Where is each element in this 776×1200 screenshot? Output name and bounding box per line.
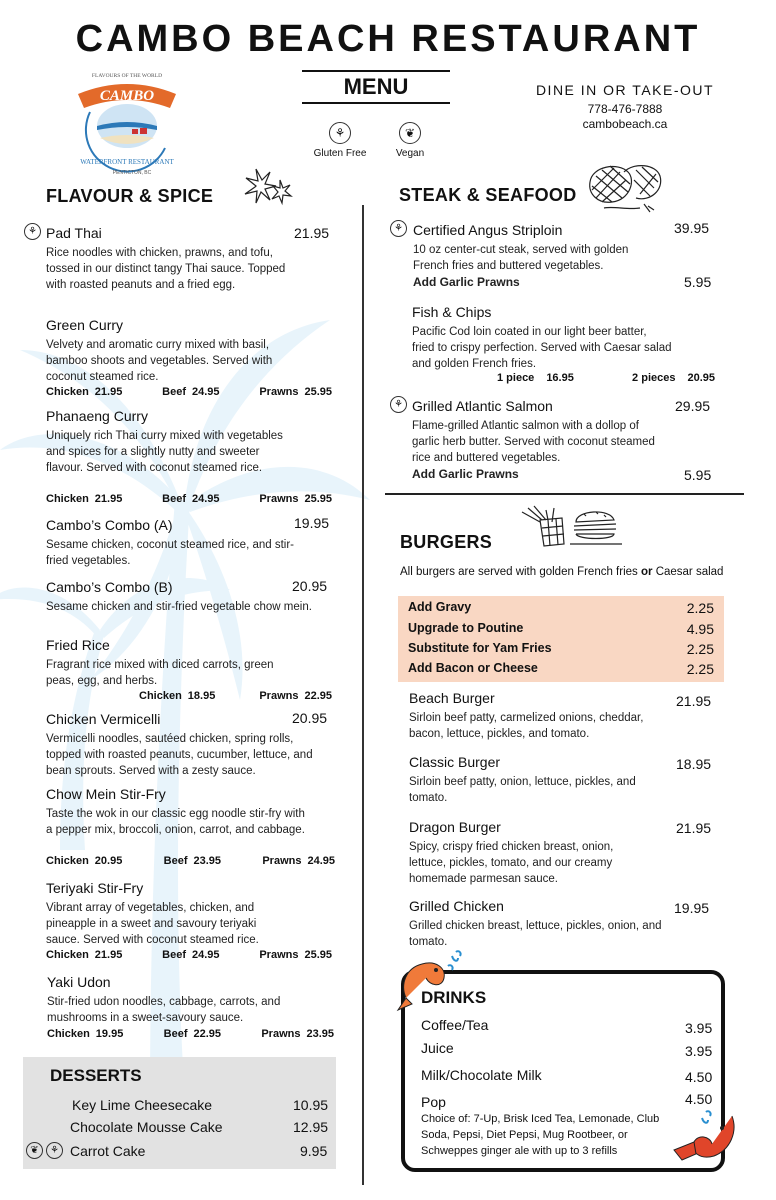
svg-text:WATERFRONT RESTAURANT: WATERFRONT RESTAURANT — [80, 158, 174, 166]
drink-name: Juice — [421, 1040, 454, 1056]
option-beef: Beef 22.95 — [163, 1028, 222, 1040]
vegan-legend — [375, 122, 445, 159]
item-description: Sirloin beef patty, onion, lettuce, pickles, and tomato. — [409, 776, 636, 804]
option-chicken: Chicken 21.95 — [46, 949, 123, 961]
item-price: 19.95 — [674, 900, 710, 916]
addon-row — [408, 661, 714, 675]
item-options — [497, 372, 715, 384]
steak-illustration — [584, 158, 664, 216]
drink-name: Milk/Chocolate Milk — [421, 1067, 542, 1083]
addon-name: Add Bacon or Cheese — [408, 661, 538, 675]
item-price: 20.95 — [292, 578, 328, 594]
item-name: Chicken Vermicelli — [46, 711, 161, 727]
gluten-free-legend — [305, 122, 375, 159]
phone-number: 778-476-7888 — [587, 102, 663, 116]
menu-item — [413, 222, 653, 290]
item-name: Fried Rice — [46, 637, 110, 653]
dessert-price: 12.95 — [293, 1119, 329, 1135]
drink-price: 4.50 — [685, 1069, 713, 1085]
item-name: Teriyaki Stir-Fry — [46, 880, 144, 896]
item-description: Velvety and aromatic curry mixed with basil, bamboo shoots and vegetables. Served with coconut steamed rice. — [46, 339, 273, 383]
addon-price: 5.95 — [684, 467, 712, 483]
item-description: Sesame chicken and stir-fried vegetable chow mein. — [46, 601, 312, 613]
vegan-leaf-icon: ❦ — [26, 1142, 43, 1159]
option-chicken: Chicken 19.95 — [47, 1028, 124, 1040]
item-price: 39.95 — [674, 220, 710, 236]
section-title-drinks: DRINKS — [421, 988, 487, 1007]
koi-fish-icon — [672, 1110, 742, 1172]
addon-name: Upgrade to Poutine — [408, 621, 524, 635]
desserts-box — [23, 1057, 336, 1169]
contact-block — [520, 82, 730, 132]
option-prawns: Prawns 25.95 — [259, 386, 332, 398]
vegan-leaf-icon: ❦ — [399, 122, 421, 144]
item-description: Vibrant array of vegetables, chicken, and pineapple in a sweet and savoury teriyaki sauce. Served with coconut steamed rice. — [46, 902, 259, 946]
item-options — [46, 949, 332, 961]
dessert-name: Chocolate Mousse Cake — [70, 1119, 223, 1135]
item-description: Sirloin beef patty, carmelized onions, cheddar, bacon, lettuce, pickles, and tomato. — [409, 712, 644, 740]
item-description: 10 oz center-cut steak, served with golden French fries and buttered vegetables. — [413, 244, 629, 272]
item-description: Pacific Cod loin coated in our light beer batter, fried to crispy perfection. Served with Caesar salad and golden French fries. — [412, 326, 672, 370]
dessert-name: Carrot Cake — [70, 1143, 146, 1159]
option-beef: Beef 24.95 — [162, 949, 220, 961]
item-options — [47, 1028, 334, 1040]
dessert-name: Key Lime Cheesecake — [72, 1097, 213, 1113]
drink-price: 3.95 — [685, 1020, 713, 1036]
addon-price: 4.95 — [686, 621, 714, 637]
menu-item — [46, 408, 286, 476]
menu-item — [46, 711, 316, 779]
item-name: Yaki Udon — [47, 974, 111, 990]
addon-name: Substitute for Yam Fries — [408, 641, 552, 655]
menu-item — [409, 754, 669, 806]
item-description: Rice noodles with chicken, prawns, and tofu, tossed in our distinct tangy Thai sauce. Topped with roasted peanuts and a fried egg. — [46, 247, 286, 291]
item-description: Uniquely rich Thai curry mixed with vegetables and spices for a slightly nutty and sweeter flavour. Served with coconut steamed rice. — [46, 430, 283, 474]
option-prawns: Prawns 25.95 — [259, 493, 332, 505]
burgers-note — [400, 566, 723, 578]
item-options — [139, 690, 332, 702]
addon-row — [408, 600, 714, 614]
option-beef: Beef 24.95 — [162, 386, 220, 398]
item-price: 19.95 — [294, 515, 330, 531]
dessert-price: 10.95 — [293, 1097, 329, 1113]
gluten-free-icon: ⚘ — [390, 396, 407, 413]
menu-item — [409, 819, 649, 887]
burgers-note-b: Caesar salad — [655, 566, 724, 578]
drink-price: 4.50 — [685, 1091, 713, 1107]
item-price: 21.95 — [676, 820, 712, 836]
section-title-flavour: FLAVOUR & SPICE — [46, 186, 214, 206]
menu-item — [46, 517, 296, 569]
item-name: Classic Burger — [409, 754, 501, 770]
item-name: Green Curry — [46, 317, 124, 333]
item-name: Certified Angus Striploin — [413, 222, 563, 238]
item-name: Cambo’s Combo (A) — [46, 517, 173, 533]
item-description: Fragrant rice mixed with diced carrots, green peas, egg, and herbs. — [46, 659, 274, 687]
item-name: Grilled Atlantic Salmon — [412, 398, 553, 414]
item-description: Flame-grilled Atlantic salmon with a dollop of garlic herb butter. Served with coconut steamed rice and buttered vegetables. — [412, 420, 655, 464]
option-beef: Beef 23.95 — [163, 855, 222, 867]
burgers-note-a: All burgers are served with golden French fries — [400, 566, 638, 578]
drink-name: Coffee/Tea — [421, 1017, 489, 1033]
item-price: 20.95 — [292, 710, 328, 726]
item-description: Sesame chicken, coconut steamed rice, and stir-fried vegetables. — [46, 539, 295, 567]
item-price: 18.95 — [676, 756, 712, 772]
option-chicken: Chicken 21.95 — [46, 386, 123, 398]
option-2-pieces: 2 pieces 20.95 — [632, 372, 715, 384]
item-name: Cambo’s Combo (B) — [46, 579, 173, 595]
burger-addons-box — [398, 596, 724, 682]
item-description: Spicy, crispy fried chicken breast, onion, lettuce, pickles, tomato, and our creamy homemade parmesan sauce. — [409, 841, 614, 885]
option-beef: Beef 24.95 — [162, 493, 220, 505]
website: cambobeach.ca — [582, 117, 668, 131]
section-title-desserts: DESSERTS — [50, 1066, 142, 1085]
addon-row — [408, 641, 714, 655]
item-description: Grilled chicken breast, lettuce, pickles, onion, and tomato. — [409, 920, 662, 948]
item-name: Chow Mein Stir-Fry — [46, 786, 166, 802]
burger-basket-illustration — [518, 504, 626, 550]
option-chicken: Chicken 21.95 — [46, 493, 123, 505]
koi-fish-icon — [396, 948, 468, 1012]
addon-price: 2.25 — [686, 600, 714, 616]
menu-item — [46, 225, 286, 293]
item-price: 21.95 — [676, 693, 712, 709]
option-1-piece: 1 piece 16.95 — [497, 372, 574, 384]
option-chicken: Chicken 18.95 — [139, 690, 216, 702]
menu-item — [46, 579, 316, 615]
addon-price: 2.25 — [686, 661, 714, 677]
option-prawns: Prawns 25.95 — [259, 949, 332, 961]
section-title-steak: STEAK & SEAFOOD — [399, 185, 577, 205]
menu-item — [409, 690, 669, 742]
option-chicken: Chicken 20.95 — [46, 855, 123, 867]
item-name: Phanaeng Curry — [46, 408, 148, 424]
gluten-free-icon: ⚘ — [46, 1142, 63, 1159]
drink-price: 3.95 — [685, 1043, 713, 1059]
item-options — [46, 493, 332, 505]
svg-text:PENTICTON, BC: PENTICTON, BC — [112, 170, 152, 176]
dine-in-label: DINE IN OR TAKE-OUT — [535, 82, 715, 98]
svg-text:CAMBO: CAMBO — [99, 88, 155, 104]
menu-item — [46, 880, 286, 948]
gluten-free-icon: ⚘ — [390, 220, 407, 237]
menu-item — [46, 786, 306, 838]
restaurant-title: CAMBO BEACH RESTAURANT — [75, 18, 701, 60]
star-anise-icon — [238, 164, 294, 208]
option-prawns: Prawns 24.95 — [262, 855, 335, 867]
gluten-free-icon: ⚘ — [24, 223, 41, 240]
addon-label: Add Garlic Prawns — [413, 275, 520, 289]
menu-item — [46, 637, 296, 689]
item-name: Dragon Burger — [409, 819, 501, 835]
addon-label: Add Garlic Prawns — [412, 467, 519, 481]
svg-text:FLAVOURS OF THE WORLD: FLAVOURS OF THE WORLD — [91, 73, 163, 79]
item-name: Grilled Chicken — [409, 898, 504, 914]
dessert-price: 9.95 — [300, 1143, 328, 1159]
gluten-free-icon: ⚘ — [329, 122, 351, 144]
item-price: 21.95 — [294, 225, 330, 241]
cambo-logo — [70, 68, 185, 178]
menu-heading: MENU — [302, 70, 450, 104]
gluten-free-label: Gluten Free — [313, 148, 367, 159]
drink-name: Pop — [421, 1094, 446, 1110]
item-name: Fish & Chips — [412, 304, 492, 320]
menu-item — [412, 304, 672, 372]
item-description: Taste the wok in our classic egg noodle stir-fry with a pepper mix, broccoli, onion, carrot, and cabbage. — [46, 808, 305, 836]
option-prawns: Prawns 23.95 — [261, 1028, 334, 1040]
column-divider — [362, 205, 364, 1185]
menu-item — [412, 398, 662, 482]
option-prawns: Prawns 22.95 — [259, 690, 332, 702]
item-options — [46, 386, 332, 398]
menu-item — [409, 898, 669, 950]
section-divider — [385, 493, 744, 495]
addon-name: Add Gravy — [408, 600, 472, 614]
pop-note: Choice of: 7-Up, Brisk Iced Tea, Lemonade, Club Soda, Pepsi, Diet Pepsi, Mug Rootbeer, or Schweppes ginger ale with up to 3 refills — [421, 1113, 660, 1157]
vegan-label: Vegan — [395, 148, 425, 159]
item-options — [46, 855, 335, 867]
item-description: Vermicelli noodles, sautéed chicken, spring rolls, topped with roasted peanuts, cucumber, lettuce, and bean sprouts. Served with a zesty sauce. — [46, 733, 313, 777]
addon-row — [408, 621, 714, 635]
burgers-note-or: or — [640, 566, 653, 578]
menu-item — [46, 317, 296, 385]
menu-item — [47, 974, 307, 1026]
item-description: Stir-fried udon noodles, cabbage, carrots, and mushrooms in a sweet-savoury sauce. — [47, 996, 281, 1024]
item-name: Beach Burger — [409, 690, 495, 706]
addon-price: 5.95 — [684, 274, 712, 290]
section-title-burgers: BURGERS — [400, 532, 493, 552]
item-price: 29.95 — [675, 398, 711, 414]
item-name: Pad Thai — [46, 225, 102, 241]
addon-price: 2.25 — [686, 641, 714, 657]
